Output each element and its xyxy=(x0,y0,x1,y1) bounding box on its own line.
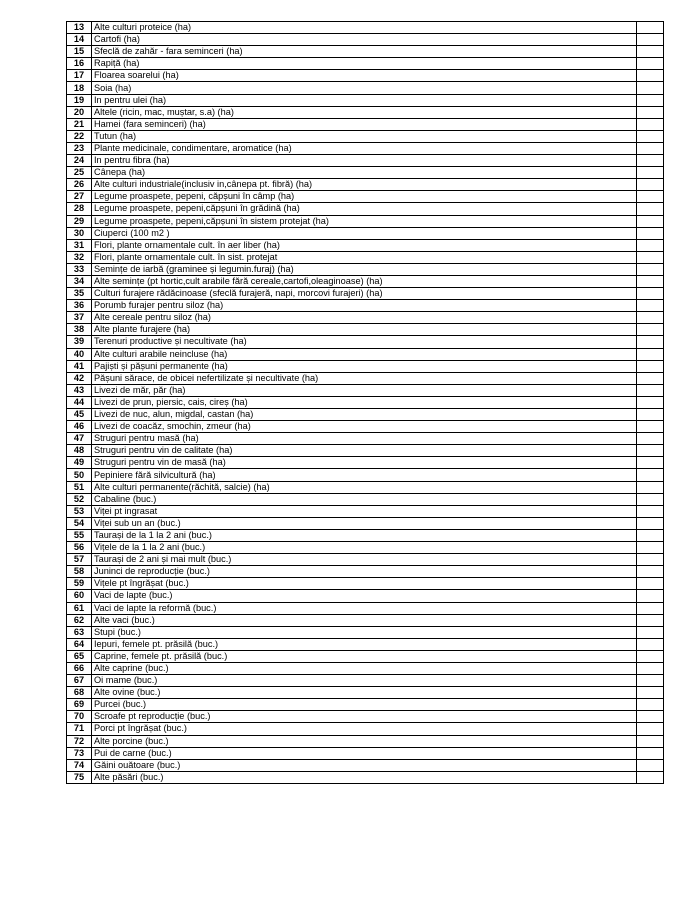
row-value-cell[interactable] xyxy=(637,723,664,735)
row-label: Stupi (buc.) xyxy=(92,626,637,638)
row-label: Ciuperci (100 m2 ) xyxy=(92,227,637,239)
row-label: Alte păsări (buc.) xyxy=(92,771,637,783)
row-number: 26 xyxy=(67,179,92,191)
row-value-cell[interactable] xyxy=(637,699,664,711)
row-number: 18 xyxy=(67,82,92,94)
row-number: 53 xyxy=(67,505,92,517)
row-value-cell[interactable] xyxy=(637,662,664,674)
row-number: 71 xyxy=(67,723,92,735)
row-value-cell[interactable] xyxy=(637,142,664,154)
row-label: Legume proaspete, pepeni,căpșuni în sistem protejat (ha) xyxy=(92,215,637,227)
row-number: 21 xyxy=(67,118,92,130)
table-row xyxy=(67,167,664,179)
table-row xyxy=(67,457,664,469)
table-row xyxy=(67,22,664,34)
row-label: Găini ouătoare (buc.) xyxy=(92,759,637,771)
row-label: Alte culturi industriale(inclusiv in,cânepa pt. fibră) (ha) xyxy=(92,179,637,191)
row-label: Taurași de 2 ani și mai mult (buc.) xyxy=(92,554,637,566)
row-value-cell[interactable] xyxy=(637,348,664,360)
row-value-cell[interactable] xyxy=(637,614,664,626)
table-row xyxy=(67,590,664,602)
row-label: Porumb furajer pentru siloz (ha) xyxy=(92,300,637,312)
row-value-cell[interactable] xyxy=(637,288,664,300)
row-value-cell[interactable] xyxy=(637,203,664,215)
table-row xyxy=(67,711,664,723)
row-value-cell[interactable] xyxy=(637,118,664,130)
row-value-cell[interactable] xyxy=(637,215,664,227)
row-label: Cânepa (ha) xyxy=(92,167,637,179)
row-label: Tutun (ha) xyxy=(92,130,637,142)
table-row xyxy=(67,602,664,614)
row-number: 49 xyxy=(67,457,92,469)
table-row xyxy=(67,542,664,554)
row-number: 47 xyxy=(67,433,92,445)
row-number: 61 xyxy=(67,602,92,614)
row-number: 23 xyxy=(67,142,92,154)
table-row xyxy=(67,638,664,650)
row-label: Alte culturi arabile neincluse (ha) xyxy=(92,348,637,360)
row-number: 46 xyxy=(67,421,92,433)
row-label: Altele (ricin, mac, muștar, s.a) (ha) xyxy=(92,106,637,118)
row-value-cell[interactable] xyxy=(637,58,664,70)
table-row xyxy=(67,215,664,227)
row-number: 60 xyxy=(67,590,92,602)
row-label: Soia (ha) xyxy=(92,82,637,94)
table-row xyxy=(67,529,664,541)
row-value-cell[interactable] xyxy=(637,481,664,493)
row-number: 41 xyxy=(67,360,92,372)
row-value-cell[interactable] xyxy=(637,263,664,275)
row-number: 25 xyxy=(67,167,92,179)
row-value-cell[interactable] xyxy=(637,771,664,783)
row-value-cell[interactable] xyxy=(637,554,664,566)
row-number: 54 xyxy=(67,517,92,529)
row-number: 45 xyxy=(67,409,92,421)
row-label: Livezi de prun, piersic, cais, cireș (ha) xyxy=(92,396,637,408)
row-number: 52 xyxy=(67,493,92,505)
table-row xyxy=(67,300,664,312)
row-number: 69 xyxy=(67,699,92,711)
table-row xyxy=(67,396,664,408)
row-label: Pajiști și pășuni permanente (ha) xyxy=(92,360,637,372)
row-number: 36 xyxy=(67,300,92,312)
table-row xyxy=(67,505,664,517)
table-row xyxy=(67,747,664,759)
row-label: Viței sub un an (buc.) xyxy=(92,517,637,529)
row-value-cell[interactable] xyxy=(637,457,664,469)
row-value-cell[interactable] xyxy=(637,735,664,747)
row-value-cell[interactable] xyxy=(637,711,664,723)
row-number: 44 xyxy=(67,396,92,408)
row-value-cell[interactable] xyxy=(637,22,664,34)
table-row xyxy=(67,445,664,457)
row-number: 16 xyxy=(67,58,92,70)
table-row xyxy=(67,324,664,336)
row-number: 75 xyxy=(67,771,92,783)
row-label: Scroafe pt reproducție (buc.) xyxy=(92,711,637,723)
table-row xyxy=(67,493,664,505)
row-label: Vițele pt îngrășat (buc.) xyxy=(92,578,637,590)
row-label: Cabaline (buc.) xyxy=(92,493,637,505)
row-label: Sfeclă de zahăr - fara seminceri (ha) xyxy=(92,46,637,58)
row-label: Livezi de coacăz, smochin, zmeur (ha) xyxy=(92,421,637,433)
row-value-cell[interactable] xyxy=(637,687,664,699)
table-row xyxy=(67,251,664,263)
row-label: Flori, plante ornamentale cult. în aer liber (ha) xyxy=(92,239,637,251)
row-label: Purcei (buc.) xyxy=(92,699,637,711)
row-number: 64 xyxy=(67,638,92,650)
row-value-cell[interactable] xyxy=(637,324,664,336)
row-value-cell[interactable] xyxy=(637,336,664,348)
row-value-cell[interactable] xyxy=(637,155,664,167)
row-number: 59 xyxy=(67,578,92,590)
table-row xyxy=(67,94,664,106)
row-value-cell[interactable] xyxy=(637,179,664,191)
table-row xyxy=(67,384,664,396)
table-row xyxy=(67,203,664,215)
table-row xyxy=(67,735,664,747)
row-number: 17 xyxy=(67,70,92,82)
row-value-cell[interactable] xyxy=(637,445,664,457)
table-row xyxy=(67,360,664,372)
row-number: 15 xyxy=(67,46,92,58)
row-label: Rapiță (ha) xyxy=(92,58,637,70)
row-value-cell[interactable] xyxy=(637,759,664,771)
row-number: 30 xyxy=(67,227,92,239)
row-label: Alte ovine (buc.) xyxy=(92,687,637,699)
table-row xyxy=(67,275,664,287)
row-label: Caprine, femele pt. prăsilă (buc.) xyxy=(92,650,637,662)
form-table-body xyxy=(67,22,664,784)
row-value-cell[interactable] xyxy=(637,251,664,263)
row-label: Alte culturi permanente(răchită, salcie) (ha) xyxy=(92,481,637,493)
row-label: Cartofi (ha) xyxy=(92,34,637,46)
row-value-cell[interactable] xyxy=(637,469,664,481)
table-row xyxy=(67,433,664,445)
row-number: 31 xyxy=(67,239,92,251)
row-value-cell[interactable] xyxy=(637,275,664,287)
row-value-cell[interactable] xyxy=(637,360,664,372)
row-number: 34 xyxy=(67,275,92,287)
row-value-cell[interactable] xyxy=(637,542,664,554)
row-value-cell[interactable] xyxy=(637,650,664,662)
row-value-cell[interactable] xyxy=(637,94,664,106)
row-value-cell[interactable] xyxy=(637,602,664,614)
table-row xyxy=(67,106,664,118)
table-row xyxy=(67,650,664,662)
row-number: 39 xyxy=(67,336,92,348)
row-number: 72 xyxy=(67,735,92,747)
table-row xyxy=(67,130,664,142)
row-number: 40 xyxy=(67,348,92,360)
row-value-cell[interactable] xyxy=(637,409,664,421)
row-number: 38 xyxy=(67,324,92,336)
row-number: 73 xyxy=(67,747,92,759)
table-row xyxy=(67,699,664,711)
row-label: Semințe de iarbă (graminee și legumin.furaj) (ha) xyxy=(92,263,637,275)
row-value-cell[interactable] xyxy=(637,517,664,529)
row-value-cell[interactable] xyxy=(637,191,664,203)
row-number: 68 xyxy=(67,687,92,699)
row-number: 35 xyxy=(67,288,92,300)
row-label: Pășuni sărace, de obicei nefertilizate și necultivate (ha) xyxy=(92,372,637,384)
table-row xyxy=(67,155,664,167)
table-row xyxy=(67,82,664,94)
table-row xyxy=(67,759,664,771)
row-number: 66 xyxy=(67,662,92,674)
table-row xyxy=(67,566,664,578)
table-row xyxy=(67,372,664,384)
row-label: Vițele de la 1 la 2 ani (buc.) xyxy=(92,542,637,554)
table-row xyxy=(67,578,664,590)
table-row xyxy=(67,626,664,638)
row-value-cell[interactable] xyxy=(637,493,664,505)
row-label: Culturi furajere rădăcinoase (sfeclă furajeră, napi, morcovi furajeri) (ha) xyxy=(92,288,637,300)
row-label: Oi mame (buc.) xyxy=(92,675,637,687)
table-row xyxy=(67,409,664,421)
table-row xyxy=(67,517,664,529)
table-row xyxy=(67,46,664,58)
row-value-cell[interactable] xyxy=(637,82,664,94)
row-number: 14 xyxy=(67,34,92,46)
row-value-cell[interactable] xyxy=(637,566,664,578)
row-label: Plante medicinale, condimentare, aromatice (ha) xyxy=(92,142,637,154)
row-value-cell[interactable] xyxy=(637,638,664,650)
row-number: 70 xyxy=(67,711,92,723)
row-label: Hamei (fara seminceri) (ha) xyxy=(92,118,637,130)
row-value-cell[interactable] xyxy=(637,505,664,517)
row-number: 27 xyxy=(67,191,92,203)
row-value-cell[interactable] xyxy=(637,227,664,239)
row-number: 37 xyxy=(67,312,92,324)
table-row xyxy=(67,142,664,154)
row-label: Vaci de lapte (buc.) xyxy=(92,590,637,602)
table-row xyxy=(67,58,664,70)
table-row xyxy=(67,288,664,300)
row-label: Alte cereale pentru siloz (ha) xyxy=(92,312,637,324)
row-number: 13 xyxy=(67,22,92,34)
row-number: 56 xyxy=(67,542,92,554)
row-label: Alte culturi proteice (ha) xyxy=(92,22,637,34)
row-label: Juninci de reproducție (buc.) xyxy=(92,566,637,578)
row-value-cell[interactable] xyxy=(637,384,664,396)
row-label: Alte semințe (pt hortic,cult arabile fără cereale,cartofi,oleaginoase) (ha) xyxy=(92,275,637,287)
row-value-cell[interactable] xyxy=(637,433,664,445)
row-label: Pepiniere fără silvicultură (ha) xyxy=(92,469,637,481)
row-label: Taurași de la 1 la 2 ani (buc.) xyxy=(92,529,637,541)
table-row xyxy=(67,312,664,324)
row-number: 29 xyxy=(67,215,92,227)
row-label: Alte caprine (buc.) xyxy=(92,662,637,674)
table-row xyxy=(67,662,664,674)
row-number: 24 xyxy=(67,155,92,167)
row-label: Struguri pentru vin de calitate (ha) xyxy=(92,445,637,457)
table-row xyxy=(67,263,664,275)
table-row xyxy=(67,34,664,46)
row-label: Vaci de lapte la reformă (buc.) xyxy=(92,602,637,614)
table-row xyxy=(67,179,664,191)
row-value-cell[interactable] xyxy=(637,578,664,590)
row-label: Livezi de măr, păr (ha) xyxy=(92,384,637,396)
table-row xyxy=(67,348,664,360)
table-row xyxy=(67,70,664,82)
row-value-cell[interactable] xyxy=(637,106,664,118)
row-value-cell[interactable] xyxy=(637,529,664,541)
table-row xyxy=(67,723,664,735)
row-value-cell[interactable] xyxy=(637,421,664,433)
table-row xyxy=(67,469,664,481)
table-row xyxy=(67,336,664,348)
row-value-cell[interactable] xyxy=(637,312,664,324)
row-number: 67 xyxy=(67,675,92,687)
row-value-cell[interactable] xyxy=(637,300,664,312)
row-value-cell[interactable] xyxy=(637,34,664,46)
row-value-cell[interactable] xyxy=(637,70,664,82)
row-number: 22 xyxy=(67,130,92,142)
row-number: 20 xyxy=(67,106,92,118)
row-number: 65 xyxy=(67,650,92,662)
row-label: Floarea soarelui (ha) xyxy=(92,70,637,82)
row-number: 32 xyxy=(67,251,92,263)
row-label: Alte plante furajere (ha) xyxy=(92,324,637,336)
row-number: 58 xyxy=(67,566,92,578)
table-row xyxy=(67,191,664,203)
row-label: Porci pt îngrășat (buc.) xyxy=(92,723,637,735)
row-number: 74 xyxy=(67,759,92,771)
row-number: 42 xyxy=(67,372,92,384)
table-row xyxy=(67,421,664,433)
row-value-cell[interactable] xyxy=(637,590,664,602)
row-label: Viței pt ingrasat xyxy=(92,505,637,517)
row-value-cell[interactable] xyxy=(637,239,664,251)
row-label: In pentru ulei (ha) xyxy=(92,94,637,106)
row-number: 28 xyxy=(67,203,92,215)
row-label: Livezi de nuc, alun, migdal, castan (ha) xyxy=(92,409,637,421)
row-label: Pui de carne (buc.) xyxy=(92,747,637,759)
row-label: Terenuri productive și necultivate (ha) xyxy=(92,336,637,348)
row-label: Legume proaspete, pepeni,căpșuni în grădină (ha) xyxy=(92,203,637,215)
row-label: Iepuri, femele pt. prăsilă (buc.) xyxy=(92,638,637,650)
table-row xyxy=(67,554,664,566)
row-label: Struguri pentru masă (ha) xyxy=(92,433,637,445)
table-row xyxy=(67,675,664,687)
row-value-cell[interactable] xyxy=(637,46,664,58)
row-label: In pentru fibra (ha) xyxy=(92,155,637,167)
row-value-cell[interactable] xyxy=(637,167,664,179)
row-number: 55 xyxy=(67,529,92,541)
row-number: 51 xyxy=(67,481,92,493)
row-number: 57 xyxy=(67,554,92,566)
row-value-cell[interactable] xyxy=(637,626,664,638)
row-value-cell[interactable] xyxy=(637,396,664,408)
row-number: 43 xyxy=(67,384,92,396)
row-label: Flori, plante ornamentale cult. în sist. protejat xyxy=(92,251,637,263)
row-value-cell[interactable] xyxy=(637,675,664,687)
row-number: 33 xyxy=(67,263,92,275)
table-row xyxy=(67,614,664,626)
table-row xyxy=(67,687,664,699)
row-value-cell[interactable] xyxy=(637,747,664,759)
row-number: 19 xyxy=(67,94,92,106)
table-row xyxy=(67,239,664,251)
row-value-cell[interactable] xyxy=(637,130,664,142)
row-number: 63 xyxy=(67,626,92,638)
table-row xyxy=(67,118,664,130)
row-number: 50 xyxy=(67,469,92,481)
table-row xyxy=(67,227,664,239)
row-label: Legume proaspete, pepeni, căpșuni în câmp (ha) xyxy=(92,191,637,203)
row-label: Struguri pentru vin de masă (ha) xyxy=(92,457,637,469)
row-number: 48 xyxy=(67,445,92,457)
table-row xyxy=(67,771,664,783)
row-label: Alte vaci (buc.) xyxy=(92,614,637,626)
row-value-cell[interactable] xyxy=(637,372,664,384)
table-row xyxy=(67,481,664,493)
row-label: Alte porcine (buc.) xyxy=(92,735,637,747)
row-number: 62 xyxy=(67,614,92,626)
form-table xyxy=(66,21,664,784)
